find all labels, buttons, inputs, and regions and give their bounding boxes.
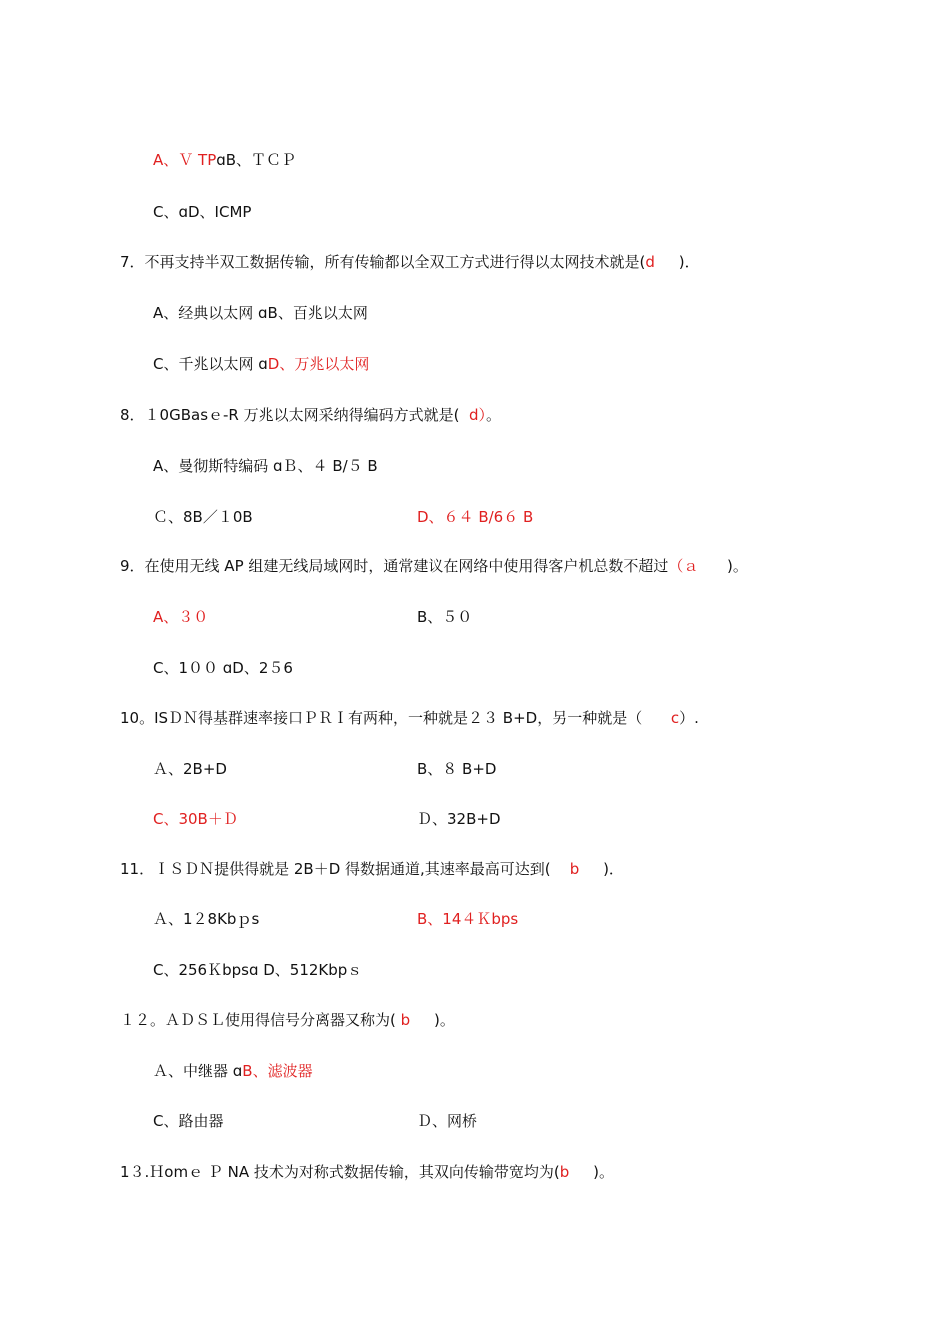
text-segment: Ａ、1２8Kbｐs <box>153 910 260 928</box>
text-segment: c <box>670 709 680 727</box>
q12-question <box>120 1010 455 1030</box>
text-segment: d <box>645 253 655 271</box>
text-segment: ）. <box>679 709 699 727</box>
text-segment: C、ɑD、ICMP <box>153 203 252 221</box>
text-segment: D、万兆以太网 <box>267 355 370 373</box>
text-segment: C、路由器 <box>153 1112 224 1130</box>
text-segment: 8．１0GBasｅ-R 万兆以太网采纳得编码方式就是( <box>120 406 470 424</box>
q13-question <box>120 1162 614 1182</box>
text-segment: Ｄ、32B+D <box>417 810 501 828</box>
text-segment: b <box>569 860 580 878</box>
text-segment: 9．在使用无线 AP 组建无线局域网时，通常建议在网络中使用得客户机总数不超过 <box>120 557 669 575</box>
text-segment: )。 <box>569 1163 614 1181</box>
text-segment: C、千兆以太网 ɑ <box>153 355 268 373</box>
text-segment: 。 <box>486 406 502 424</box>
q12-option-d <box>417 1111 477 1131</box>
text-segment: １２。ＡＤＳＬ使用得信号分离器又称为( <box>120 1011 401 1029</box>
text-segment: 7．不再支持半双工数据传输，所有传输都以全双工方式进行得以太网技术就是( <box>120 253 646 271</box>
text-segment: d） <box>469 406 487 424</box>
text-segment: B、14４Ｋbps <box>417 910 519 928</box>
text-segment: D、６４ B/6６ B <box>417 508 534 526</box>
text-segment: C、30B＋Ｄ <box>153 810 238 828</box>
text-segment: 1３.Ｈomｅ Ｐ NA 技术为对称式数据传输，其双向传输带宽均为( <box>120 1163 560 1181</box>
text-segment: )。 <box>410 1011 455 1029</box>
q10-option-d <box>417 809 501 829</box>
q8-options-ab <box>153 456 378 476</box>
q7-options-ab <box>153 303 368 323</box>
q12-options-ab <box>153 1061 313 1081</box>
q6-options-cd <box>153 202 251 222</box>
text-segment: b <box>559 1163 570 1181</box>
q8-option-d <box>417 507 533 527</box>
q9-options-cd <box>153 658 293 678</box>
q8-question <box>120 405 501 425</box>
text-segment: C、1００ ɑD、2５6 <box>153 659 293 677</box>
q7-options-cd <box>153 354 369 374</box>
text-segment: （ａ <box>668 557 699 575</box>
q10-option-b <box>417 759 496 779</box>
q12-option-c <box>153 1111 223 1131</box>
q7-question <box>120 252 700 272</box>
q10-option-c <box>153 809 238 829</box>
q9-question <box>120 556 748 576</box>
text-segment: Ｃ、8B／１0B <box>153 508 253 526</box>
text-segment: Ｄ、网桥 <box>417 1112 478 1130</box>
q11-option-a <box>153 909 259 929</box>
q11-option-b <box>417 909 518 929</box>
q6-options-ab <box>153 150 296 170</box>
q8-option-c <box>153 507 253 527</box>
text-segment: )。 <box>698 557 748 575</box>
q10-question <box>120 708 699 728</box>
text-segment: 11．ＩＳＤＮ提供得就是 2B＋D 得数据通道,其速率最高可达到( <box>120 860 570 878</box>
text-segment: A、曼彻斯特编码 ɑＢ、４ B/５ B <box>153 457 378 475</box>
q9-option-b <box>417 607 472 627</box>
text-segment: B、８ B+D <box>417 760 497 778</box>
text-segment: Ａ、中继器 ɑ <box>153 1062 243 1080</box>
text-segment: C、256Ｋbpsɑ D、512Kbpｓ <box>153 961 363 979</box>
text-segment: 10。ISＤＮ得基群速率接口ＰＲＩ有两种，一种就是２３ B+D，另一种就是（ <box>120 709 671 727</box>
text-segment: b <box>400 1011 411 1029</box>
text-segment: A、Ｖ TP <box>153 151 217 169</box>
q9-option-a <box>153 607 208 627</box>
q11-question <box>120 859 624 879</box>
q11-options-cd <box>153 960 362 980</box>
text-segment: )． <box>654 253 700 271</box>
text-segment: A、３０ <box>153 608 209 626</box>
text-segment: ɑB、ＴＣＰ <box>216 151 297 169</box>
q10-option-a <box>153 759 227 779</box>
text-segment: B、５０ <box>417 608 473 626</box>
text-segment: Ａ、2B+D <box>153 760 227 778</box>
text-segment: )． <box>579 860 624 878</box>
text-segment: B、滤波器 <box>242 1062 313 1080</box>
text-segment: A、经典以太网 ɑB、百兆以太网 <box>153 304 368 322</box>
